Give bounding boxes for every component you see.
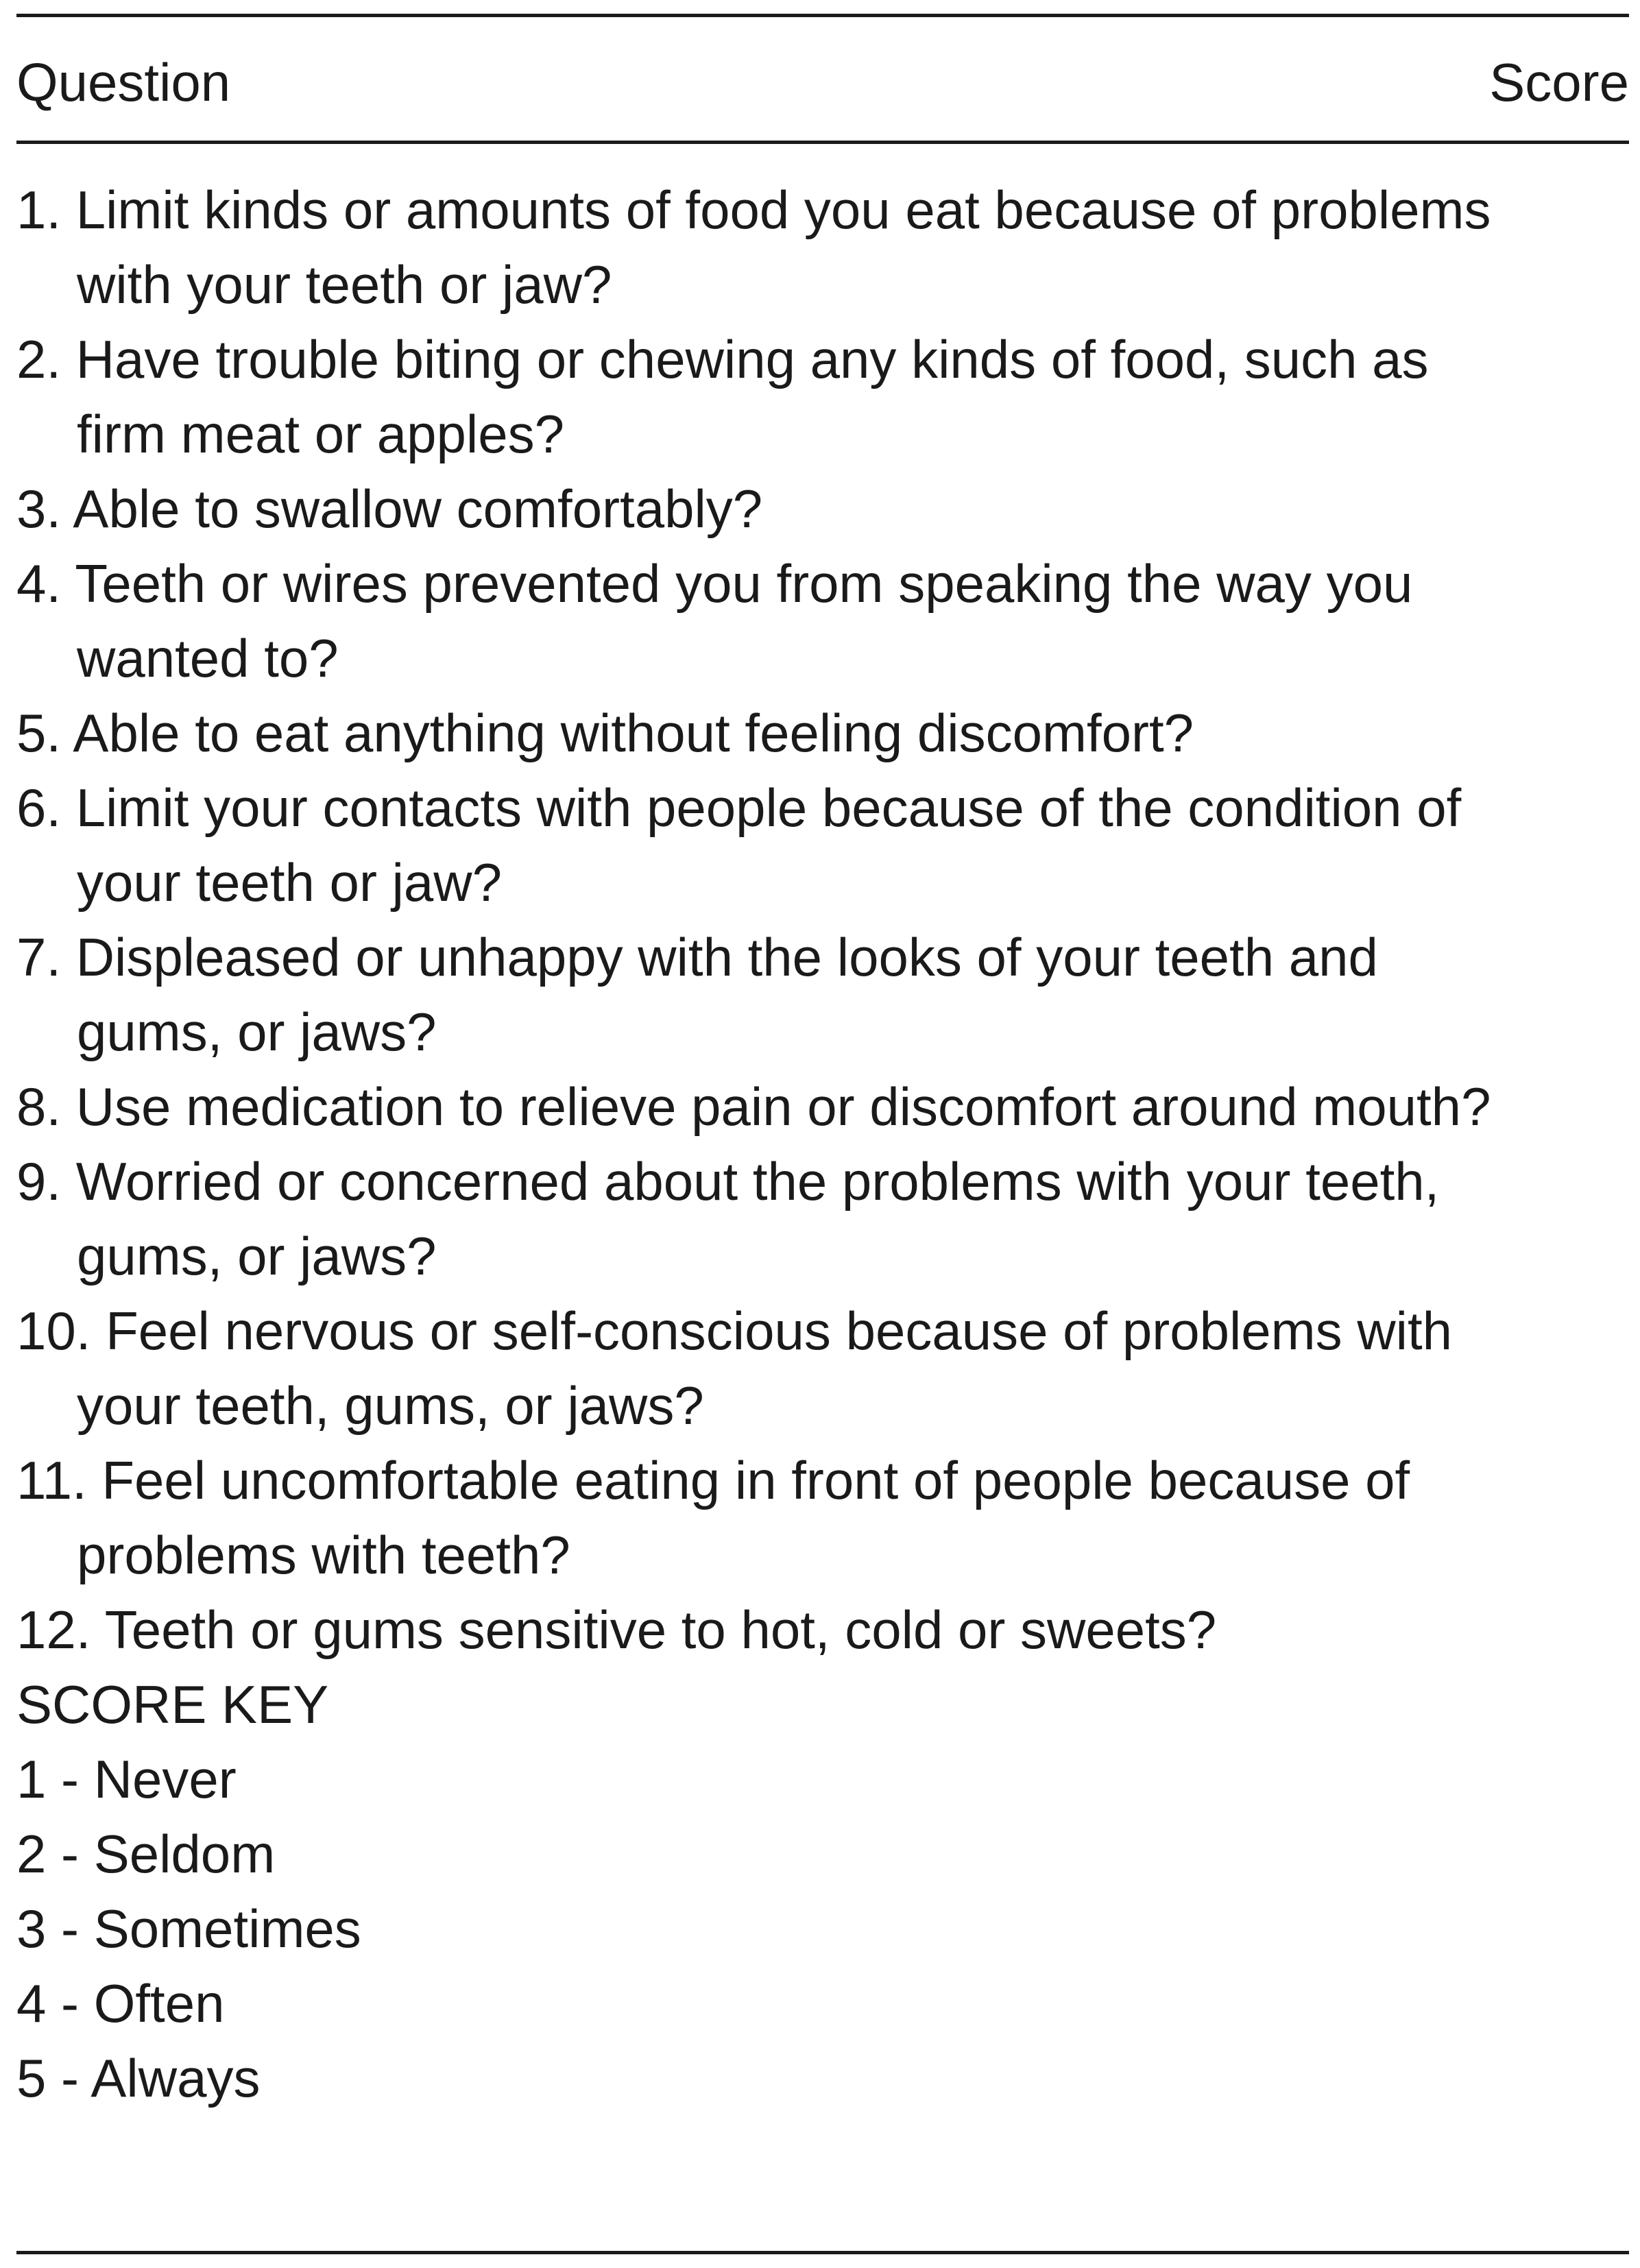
column-header-question: Question xyxy=(16,52,231,112)
question-row: 12. Teeth or gums sensitive to hot, cold or sweets? xyxy=(16,1600,1217,1660)
score-key-item: 1 - Never xyxy=(16,1749,237,1809)
question-row: 10. Feel nervous or self-conscious because of problems with your teeth, gums, or jaws? xyxy=(16,1301,1453,1436)
score-key-item: 4 - Often xyxy=(16,1973,225,2034)
score-key-item: 3 - Sometimes xyxy=(16,1898,361,1959)
question-row: 11. Feel uncomfortable eating in front of people because of problems with teeth? xyxy=(16,1450,1410,1585)
question-row: 2. Have trouble biting or chewing any kinds of food, such as firm meat or apples? xyxy=(16,329,1429,464)
question-row: 9. Worried or concerned about the problems with your teeth, gums, or jaws? xyxy=(16,1151,1440,1286)
score-key-item: 2 - Seldom xyxy=(16,1824,276,1884)
question-row: 7. Displeased or unhappy with the looks of your teeth and gums, or jaws? xyxy=(16,927,1378,1062)
score-key-title: SCORE KEY xyxy=(16,1674,329,1735)
table-top-rule xyxy=(16,14,1629,17)
score-key-item: 5 - Always xyxy=(16,2048,261,2108)
question-row: 8. Use medication to relieve pain or discomfort around mouth? xyxy=(16,1076,1491,1137)
table-header-rule xyxy=(16,141,1629,144)
column-header-score: Score xyxy=(1489,52,1629,112)
questionnaire-table xyxy=(16,14,1629,2254)
question-row: 5. Able to eat anything without feeling discomfort? xyxy=(16,703,1194,763)
table-header-row xyxy=(16,45,1629,120)
question-row: 6. Limit your contacts with people because of the condition of your teeth or jaw? xyxy=(16,777,1462,913)
question-row: 1. Limit kinds or amounts of food you eat because of problems with your teeth or jaw? xyxy=(16,180,1491,315)
table-bottom-rule xyxy=(16,2251,1629,2254)
table-body xyxy=(16,173,1629,2116)
question-row: 3. Able to swallow comfortably? xyxy=(16,479,763,539)
question-row: 4. Teeth or wires prevented you from speaking the way you wanted to? xyxy=(16,553,1413,688)
